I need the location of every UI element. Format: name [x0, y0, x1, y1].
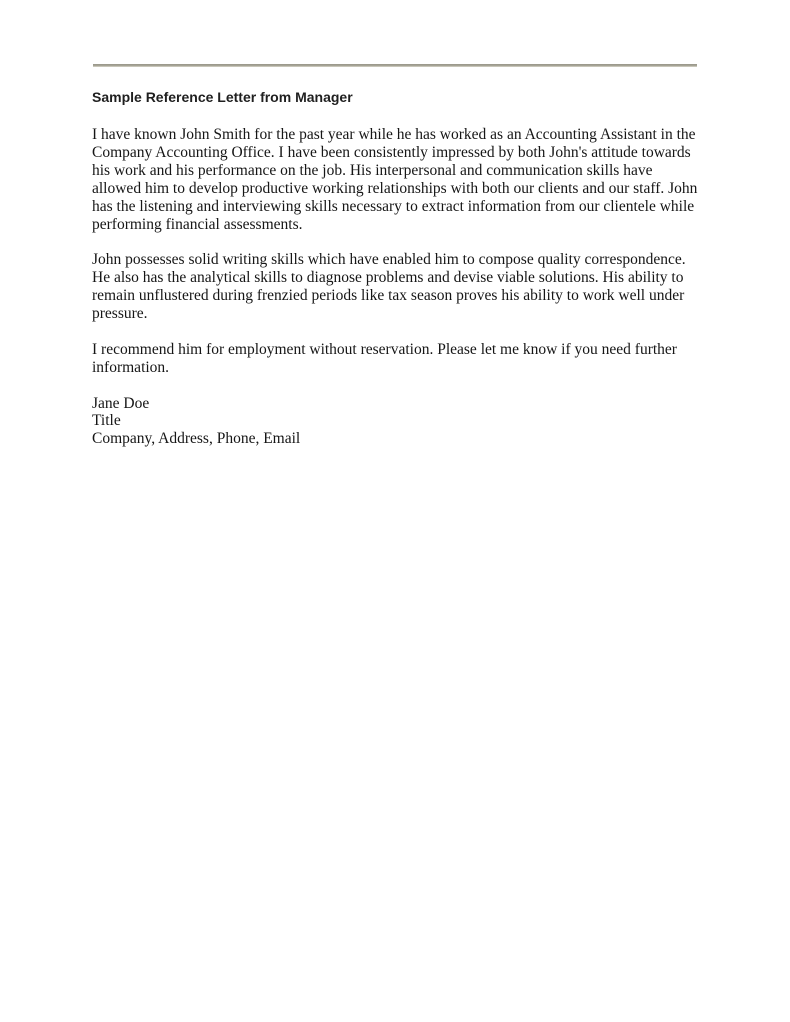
top-horizontal-rule — [93, 64, 697, 67]
signature-name: Jane Doe — [92, 394, 150, 412]
letter-content — [92, 89, 698, 448]
signature-contact: Company, Address, Phone, Email — [92, 430, 301, 448]
letter-body — [92, 126, 698, 377]
paragraph-recommendation: I recommend him for employment without reservation. Please let me know if you need further information. — [92, 340, 677, 376]
letter-heading: Sample Reference Letter from Manager — [92, 89, 353, 105]
signature-block — [92, 395, 698, 449]
paragraph-skills: John possesses solid writing skills which have enabled him to compose quality correspondence. He also has the analytical skills to diagnose problems and devise viable solutions. His ability to remain unflustered during frenzied periods like tax season proves his ability to work well under pressure. — [92, 251, 686, 323]
paragraph-introduction: I have known John Smith for the past year while he has worked as an Accounting Assistant in the Company Accounting Office. I have been consistently impressed by both John's attitude towards his work and his performance on the job. His interpersonal and communication skills have allowed him to develop productive working relationships with both our clients and our staff. John has the listening and interviewing skills necessary to extract information from our clientele while performing financial assessments. — [92, 126, 698, 233]
signature-title: Title — [92, 412, 121, 430]
